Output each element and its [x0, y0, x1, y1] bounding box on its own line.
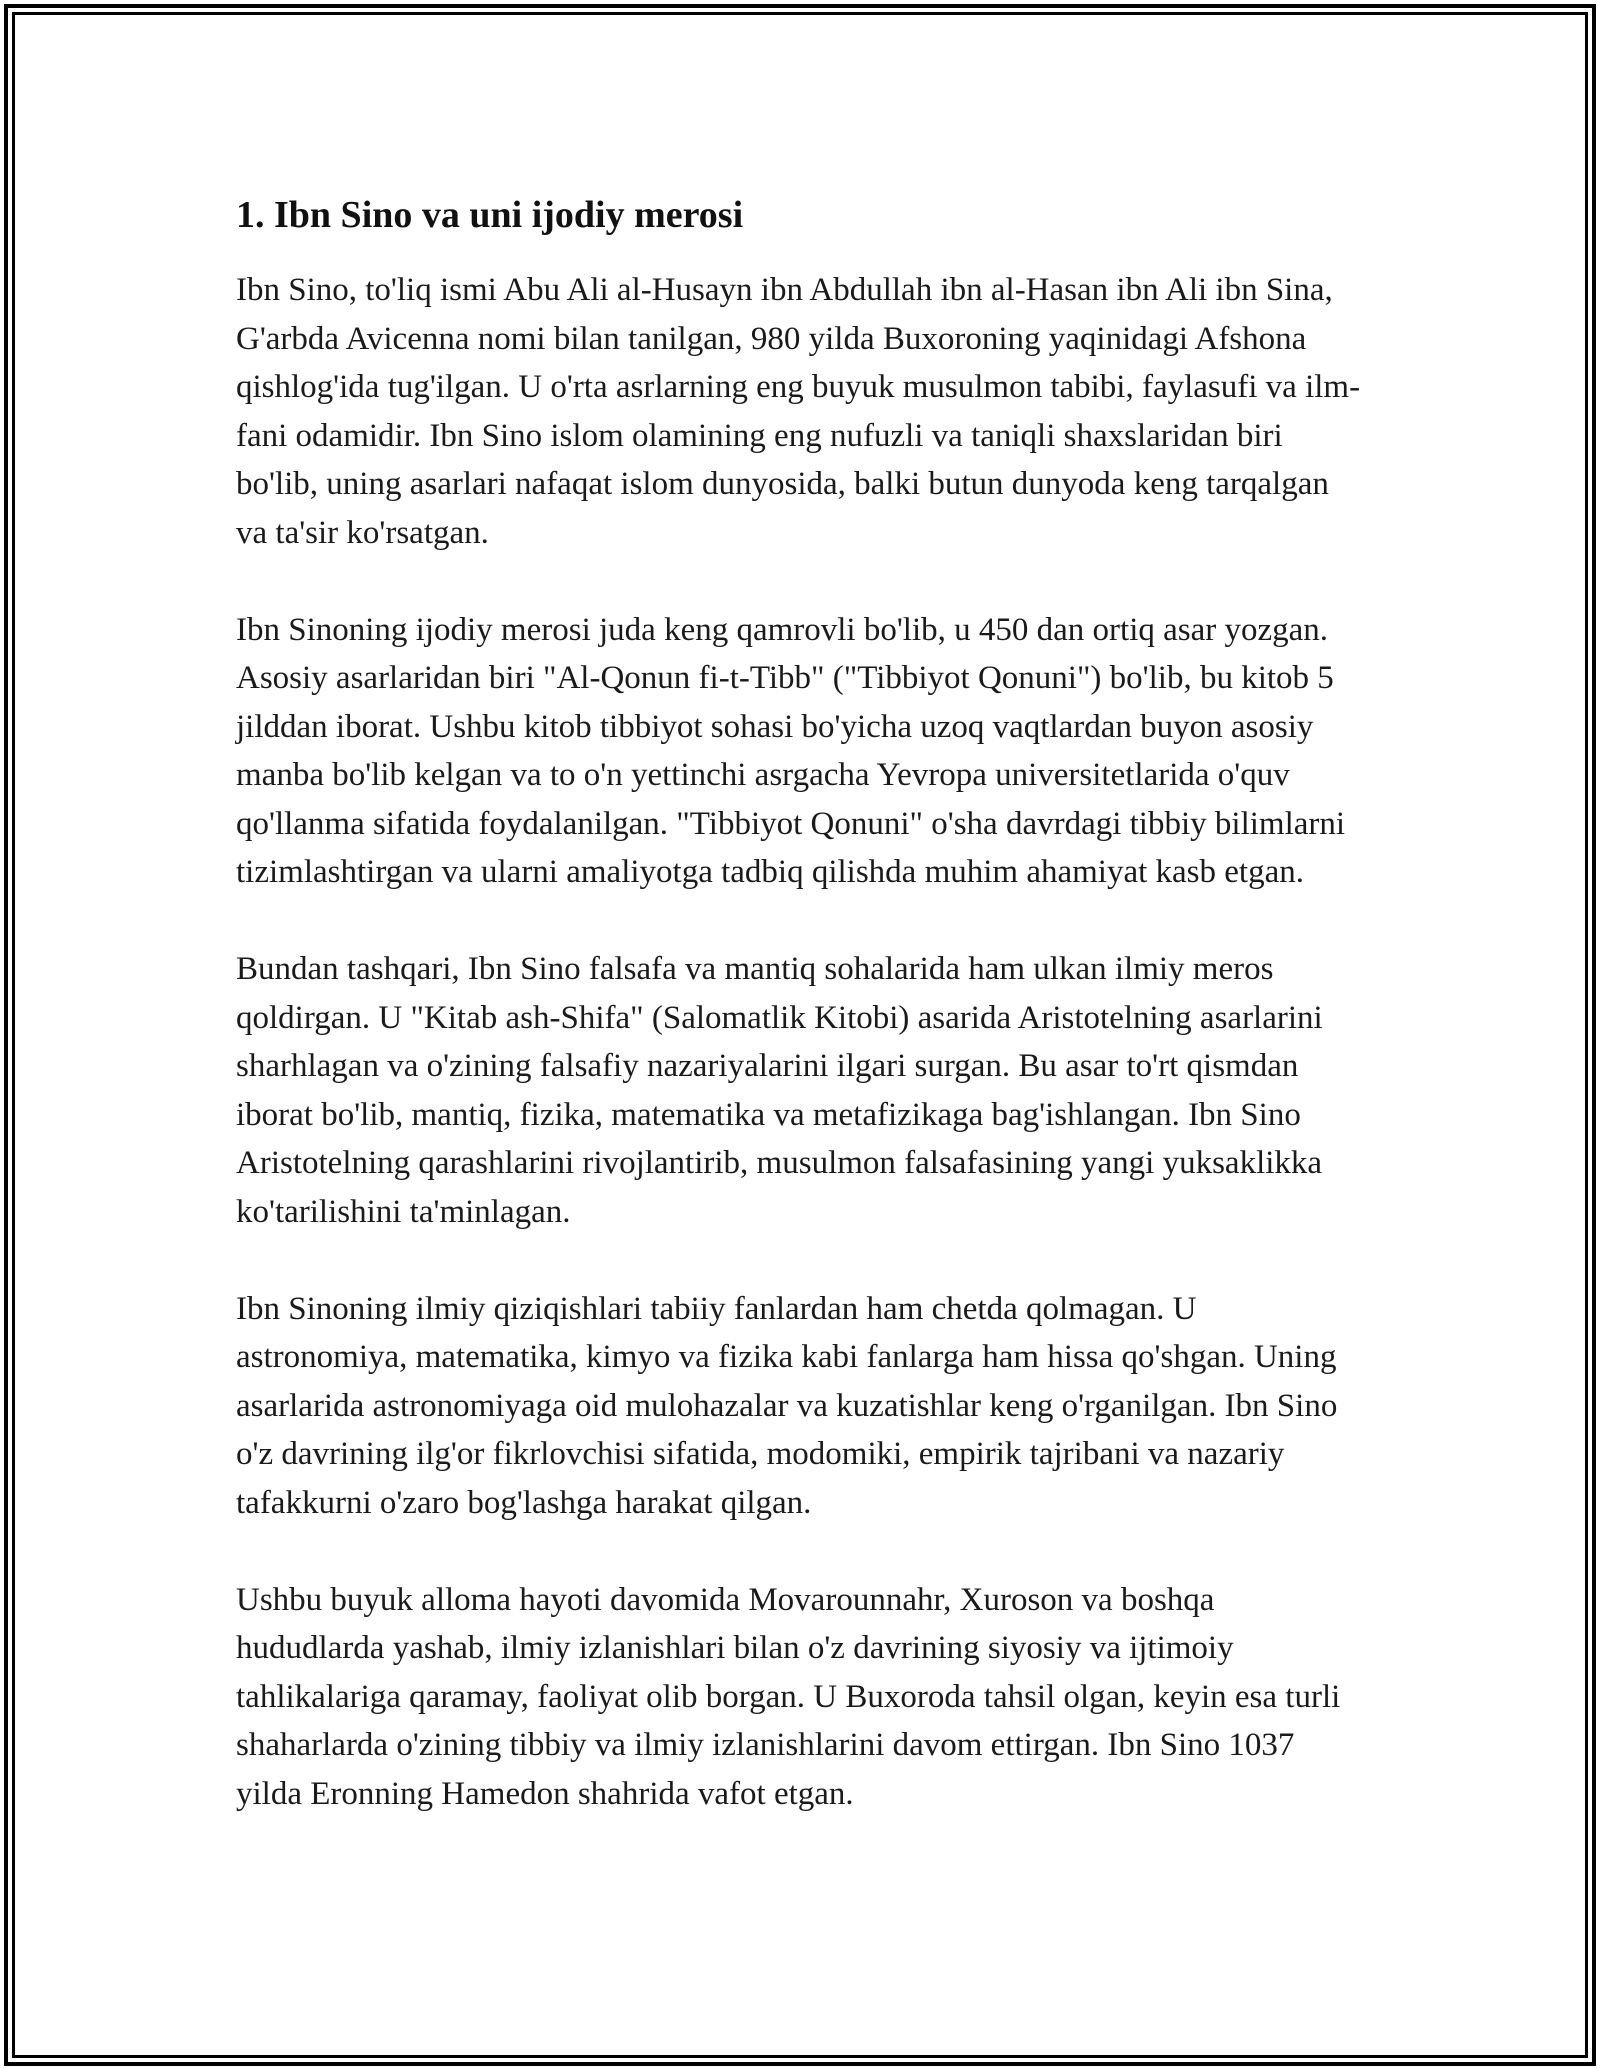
document-body — [236, 186, 1364, 1818]
paragraph-4: Ibn Sinoning ilmiy qiziqishlari tabiiy fanlardan ham chetda qolmagan. U astronomiya, matematika, kimyo va fizika kabi fanlarga ham hissa qo'shgan. Uning asarlarida astronomiyaga oid mulohazalar va kuzatishlar keng o'rganilgan. Ibn Sino o'z davrining ilg'or fikrlovchisi sifatida, modomiki, empirik tajribani va nazariy tafakkurni o'zaro bog'lashga harakat qilgan. — [236, 1290, 1338, 1521]
paragraph-3: Bundan tashqari, Ibn Sino falsafa va mantiq sohalarida ham ulkan ilmiy meros qoldirgan. U "Kitab ash-Shifa" (Salomatlik Kitobi) asarida Aristotelning asarlarini sharhlagan va o'zining falsafiy nazariyalarini ilgari surgan. Bu asar to'rt qismdan iborat bo'lib, mantiq, fizika, matematika va metafizikaga bag'ishlangan. Ibn Sino Aristotelning qarashlarini rivojlantirib, musulmon falsafasining yangi yuksaklikka ko'tarilishini ta'minlagan. — [236, 951, 1323, 1230]
paragraph-1: Ibn Sino, to'liq ismi Abu Ali al-Husayn ibn Abdullah ibn al-Hasan ibn Ali ibn Sina, G'arbda Avicenna nomi bilan tanilgan, 980 yilda Buxoroning yaqinidagi Afshona qishlog'ida tug'ilgan. U o'rta asrlarning eng buyuk musulmon tabibi, faylasufi va ilm-fani odamidir. Ibn Sino islom olamining eng nufuzli va taniqli shaxslaridan biri bo'lib, uning asarlari nafaqat islom dunyosida, balki butun dunyoda keng tarqalgan va ta'sir ko'rsatgan. — [236, 272, 1361, 551]
paragraph-5: Ushbu buyuk alloma hayoti davomida Movarounnahr, Xuroson va boshqa hududlarda yashab, ilmiy izlanishlari bilan o'z davrining siyosiy va ijtimoiy tahlikalariga qaramay, faoliyat olib borgan. U Buxoroda tahsil olgan, keyin esa turli shaharlarda o'zining tibbiy va ilmiy izlanishlarini davom ettirgan. Ibn Sino 1037 yilda Eronning Hamedon shahrida vafot etgan. — [236, 1581, 1341, 1812]
paragraph-2: Ibn Sinoning ijodiy merosi juda keng qamrovli bo'lib, u 450 dan ortiq asar yozgan. Asosiy asarlaridan biri "Al-Qonun fi-t-Tibb" ("Tibbiyot Qonuni") bo'lib, bu kitob 5 jilddan iborat. Ushbu kitob tibbiyot sohasi bo'yicha uzoq vaqtlardan buyon asosiy manba bo'lib kelgan va to o'n yettinchi asrgacha Yevropa universitetlarida o'quv qo'llanma sifatida foydalanilgan. "Tibbiyot Qonuni" o'sha davrdagi tibbiy bilimlarni tizimlashtirgan va ularni amaliyotga tadbiq qilishda muhim ahamiyat kasb etgan. — [236, 611, 1346, 890]
document-title: 1. Ibn Sino va uni ijodiy merosi — [236, 194, 744, 236]
